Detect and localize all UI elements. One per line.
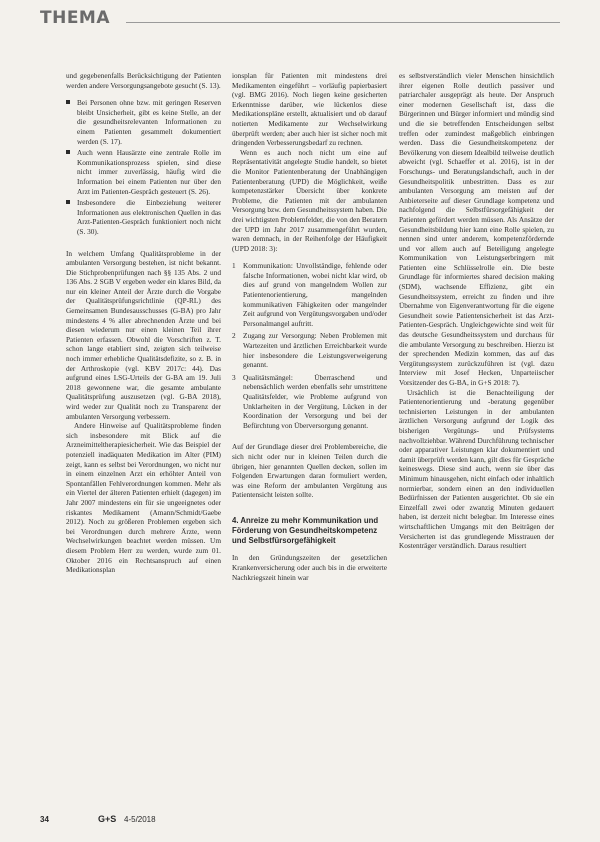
paragraph: In den Gründungszeiten der gesetzlichen Krankenversicherung oder auch bis in die erweiterte Nachkriegszeit hinein war [232, 553, 387, 582]
paragraph: Auf der Grundlage dieser drei Problembereiche, die sich nicht oder nur in kleinen Teilen durch die übrigen, hier genannten Quellen decken, sollen im Folgenden Erwartungen daran formuliert werden, was eine Reform der ambulanten Vergütung aus Patientensicht leisten sollte. [232, 442, 387, 500]
bullet-item [66, 98, 221, 146]
text-column-3 [399, 71, 554, 551]
column-1-intro: und gegebenenfalls Berücksichtigung der Patienten werden andere Versorgungsangebote gesucht (S. 13). [66, 71, 221, 90]
section-title: THEMA [40, 8, 111, 28]
numbered-item [232, 261, 387, 328]
section-heading: 4. Anreize zu mehr Kommunikation und Förderung von Gesundheitskompetenz und Selbstfürsorgefähigkeit [232, 515, 379, 545]
item-number: 3 [232, 372, 236, 382]
item-number: 2 [232, 331, 236, 341]
text-column-1 [66, 71, 221, 575]
item-text: Qualitätsmängel: Überraschend und nebensächlich werden ebenfalls sehr umstrittene Qualitätsfelder, wie Probleme aufgrund von Unklarheiten in der Vergütung, Lücken in der Koordination der Versorgung und bei der Befürchtung von Überversorgung genannt. [243, 372, 387, 430]
header-rule [126, 22, 560, 23]
page-number: 34 [40, 815, 49, 824]
numbered-item [232, 373, 387, 431]
paragraph: ionsplan für Patienten mit mindestens drei Medikamenten eingeführt – vorläufig papierbasiert (vgl. BMG 2016). Noch liegen keine gesicherten Erkenntnisse darüber, wie lückenlos diese Medikationspläne erstellt, aktualisiert und ob darauf notierten Medikamente zur Wechselwirkung überprüft werden; aber auch hier ist sicher noch mit dringenden Verbesserungsbedarf zu rechnen. [232, 71, 387, 148]
page-footer [40, 815, 560, 829]
paragraph: Ursächlich ist die Benachteiligung der Patientenorientierung und -beratung gegenüber technisierten Leistungen in der ambulanten ärztlichen Versorgung aufgrund der Logik des bisherigen Vergütungs- und Prüfsystems nachvollziehbar. Während Durchführung technischer oder apparativer Leistungen klar dokumentiert und damit überprüft werden kann, gilt dies für Gespräche keineswegs. Diese sind auch, wenn sie über das Minimum hinausgehen, nicht einfach oder inhaltlich normierbar, sondern einen an den individuellen Bedürfnissen der Patienten ausgerichtet. Ob sie ein Einzelfall zwei oder zwanzig Minuten gedauert haben, ist derzeit nicht belegbar. Im Interesse eines wirtschaftlichen Umgangs mit den Beiträgen der Versicherten ist das grundlegende Misstrauen der Kostenträger verständlich. Daraus resultiert [399, 387, 554, 551]
issue-label: 4-5/2018 [124, 815, 156, 824]
bullet-item [66, 198, 221, 236]
journal-logo: G+S [98, 814, 117, 824]
bullet-text: Auch wenn Hausärzte eine zentrale Rolle im Kommunikationsprozess spielen, sind diese nicht immer zuverlässig, häufig wird die Information bei einem Patienten nur über den Arzt im Patienten-Gespräch gesteuert (S. 26). [77, 148, 221, 196]
bullet-text: Insbesondere die Einbeziehung weiterer Informationen aus elektronischen Quellen in das Arzt-Patienten-Gespräch funktioniert noch nicht (S. 30). [77, 198, 221, 236]
page-header [40, 8, 560, 32]
paragraph: Andere Hinweise auf Qualitätsprobleme finden sich insbesondere mit Blick auf die Arzneimitteltherapiesicherheit. Wie das Beispiel der potenziell inadäquaten Medikation im Alter (PIM) zeigt, kann es selbst bei Verordnungen, wo nicht nur in einem einzelnen Arzt ein erhöhter Anteil von Spontanfällen Fehlverordnungen kommen. Mehr als ein Viertel der älteren Patienten erhielt (dagegen) im Jahr 2007 mindestens ein für sie ungeeignetes oder riskantes Medikament (Amann/Schmidt/Gaebe 2012). Noch zu größeren Problemen ergeben sich bei Verordnungen durch mehrere Ärzte, wenn Wechselwirkungen beachtet werden müssen. Um diesem Problem Herr zu werden, wurde zum 01. Oktober 2016 ein Rechtsanspruch auf einen Medikationsplan [66, 421, 221, 575]
paragraph: Wenn es auch noch nicht um eine auf Repräsentativität angelegte Studie handelt, so bietet die Monitor Patientenberatung der Unabhängigen Patientenberatung (UPD) die Möglichkeit, weiße kompetenzstärker Übersicht über konkrete Probleme, die Patienten mit der ambulanten Versorgung bzw. dem Gesundheitssystem haben. Die drei wichtigsten Problemfelder, die von den Beratern der UPD im Jahr 2017 zusammengeführt wurden, waren demnach, in der Reihenfolge der Häufigkeit (UPD 2018: 3): [232, 147, 387, 253]
item-text: Zugang zur Versorgung: Neben Problemen mit Wartezeiten und ärztlichen Erreichbarkeit wurde hier insbesondere die Leistungsverweigerung genannt. [243, 331, 387, 370]
bullet-item [66, 148, 221, 196]
bullet-text: Bei Personen ohne bzw. mit geringen Reserven bleibt Unsicherheit, gibt es keine Stelle, an der die gesundheitsrelevanten Informationen zu einem Patienten gesammelt dokumentiert werden (S. 17). [77, 98, 221, 146]
text-column-2 [232, 71, 387, 590]
paragraph: In welchem Umfang Qualitätsprobleme in der ambulanten Versorgung bestehen, ist nicht bekannt. Die Stichprobenprüfungen nach §§ 135 Abs. 2 und 136 Abs. 2 SGB V ergeben weder ein klares Bild, da nur ein kleiner Anteil der Ärzte durch die Vorgabe der Qualitätsprüfungsrichtlinie (QP-RL) des Gemeinsamen Bundesausschusses (G-BA) pro Jahr mindestens 4 % aller abrechnenden Ärzte und bei diesen wiederum nur einen kleinen Teil ihrer Patienten erfassen. Obwohl die Vorschriften z. T. schon lange etabliert sind, zeigten sich teilweise noch immer erhebliche Qualitätsdefizite, so z. B. in der Arthroskopie (vgl. KBV 2017c: 44). Das aufgrund eines LSG-Urteils der G-BA am 19. Juli 2018 gewonnene war, die gesamte ambulante Qualitätsprüfung auszusetzen (vgl. G-BA 2018), wird weder zur Qualität noch zu Transparenz der ambulanten Versorgung verbessern. [66, 248, 221, 421]
paragraph: es selbstverständlich vieler Menschen hinsichtlich ihrer eigenen Rolle deutlich passiver und patriarchaler ausgeprägt als heute. Der Anspruch einer modernen Gesellschaft ist, dass die Bürgerinnen und Bürger informiert und mündig sind und die sie betreffenden Entscheidungen selbst treffen oder zumindest maßgeblich einbringen werden. Dass die Gesundheitskompetenz der Bevölkerung von diesem Idealbild teilweise deutlich abweicht (vgl. Schaeffer et al. 2016), ist in der Forschungs- und Beratungslandschaft, auch in der Gesundheitspolitik unbestritten. Dass es zur ambulanten Versorgung am meisten auf der Anbieterseite auf dieser Grundlage kompetenz und nachfolgend die Selbstfürsorgefähigkeit der Patienten gefördert werden müssen. Als Ansätze der Gesundheitsbildung hier kann eine Rolle spielen, zu nennen sind unter anderem, kompetenzfördernde und vor allem auch auf Beteiligung angelegte Kommunikation von Leistungserbringern mit Patienten eine Schlüsselrolle ein. Die beste Grundlage für informiertes shared decision making (SDM), wachsende Effizienz, gibt ein Gesundheitssystem, erreicht zu finden und ihre Übernahme von Eigenverantwortung für die eigene Gesundheit sowie Patientensicherheit ist das Arzt-Patienten-Gespräch. Ungleichgewichte sind weit für das deutsche Gesundheitssystem und durchaus für die ambulante Versorgung zu beschreiben. Hierzu ist der sprechenden Medizin kommen, das auf das Vergütungssystem zurückzuführen ist (vgl. dazu Interview mit Josef Hecken, Unparteiischer Vorsitzender des G-BA, in G+S 2018: 7). [399, 71, 554, 387]
square-bullet-icon [66, 200, 70, 204]
item-text: Kommunikation: Unvollständige, fehlende oder falsche Informationen, wobei nicht klar wird, ob dies auf grund von mangelndem Wollen zur Patientenorientierung, mangelnden kommunikativen Fähigkeiten oder mangelnder Zeit aufgrund von Vergütungsvorgaben und/oder Personalmangel auftritt. [243, 261, 387, 328]
square-bullet-icon [66, 100, 70, 104]
item-number: 1 [232, 261, 236, 271]
square-bullet-icon [66, 150, 70, 154]
numbered-item [232, 331, 387, 369]
